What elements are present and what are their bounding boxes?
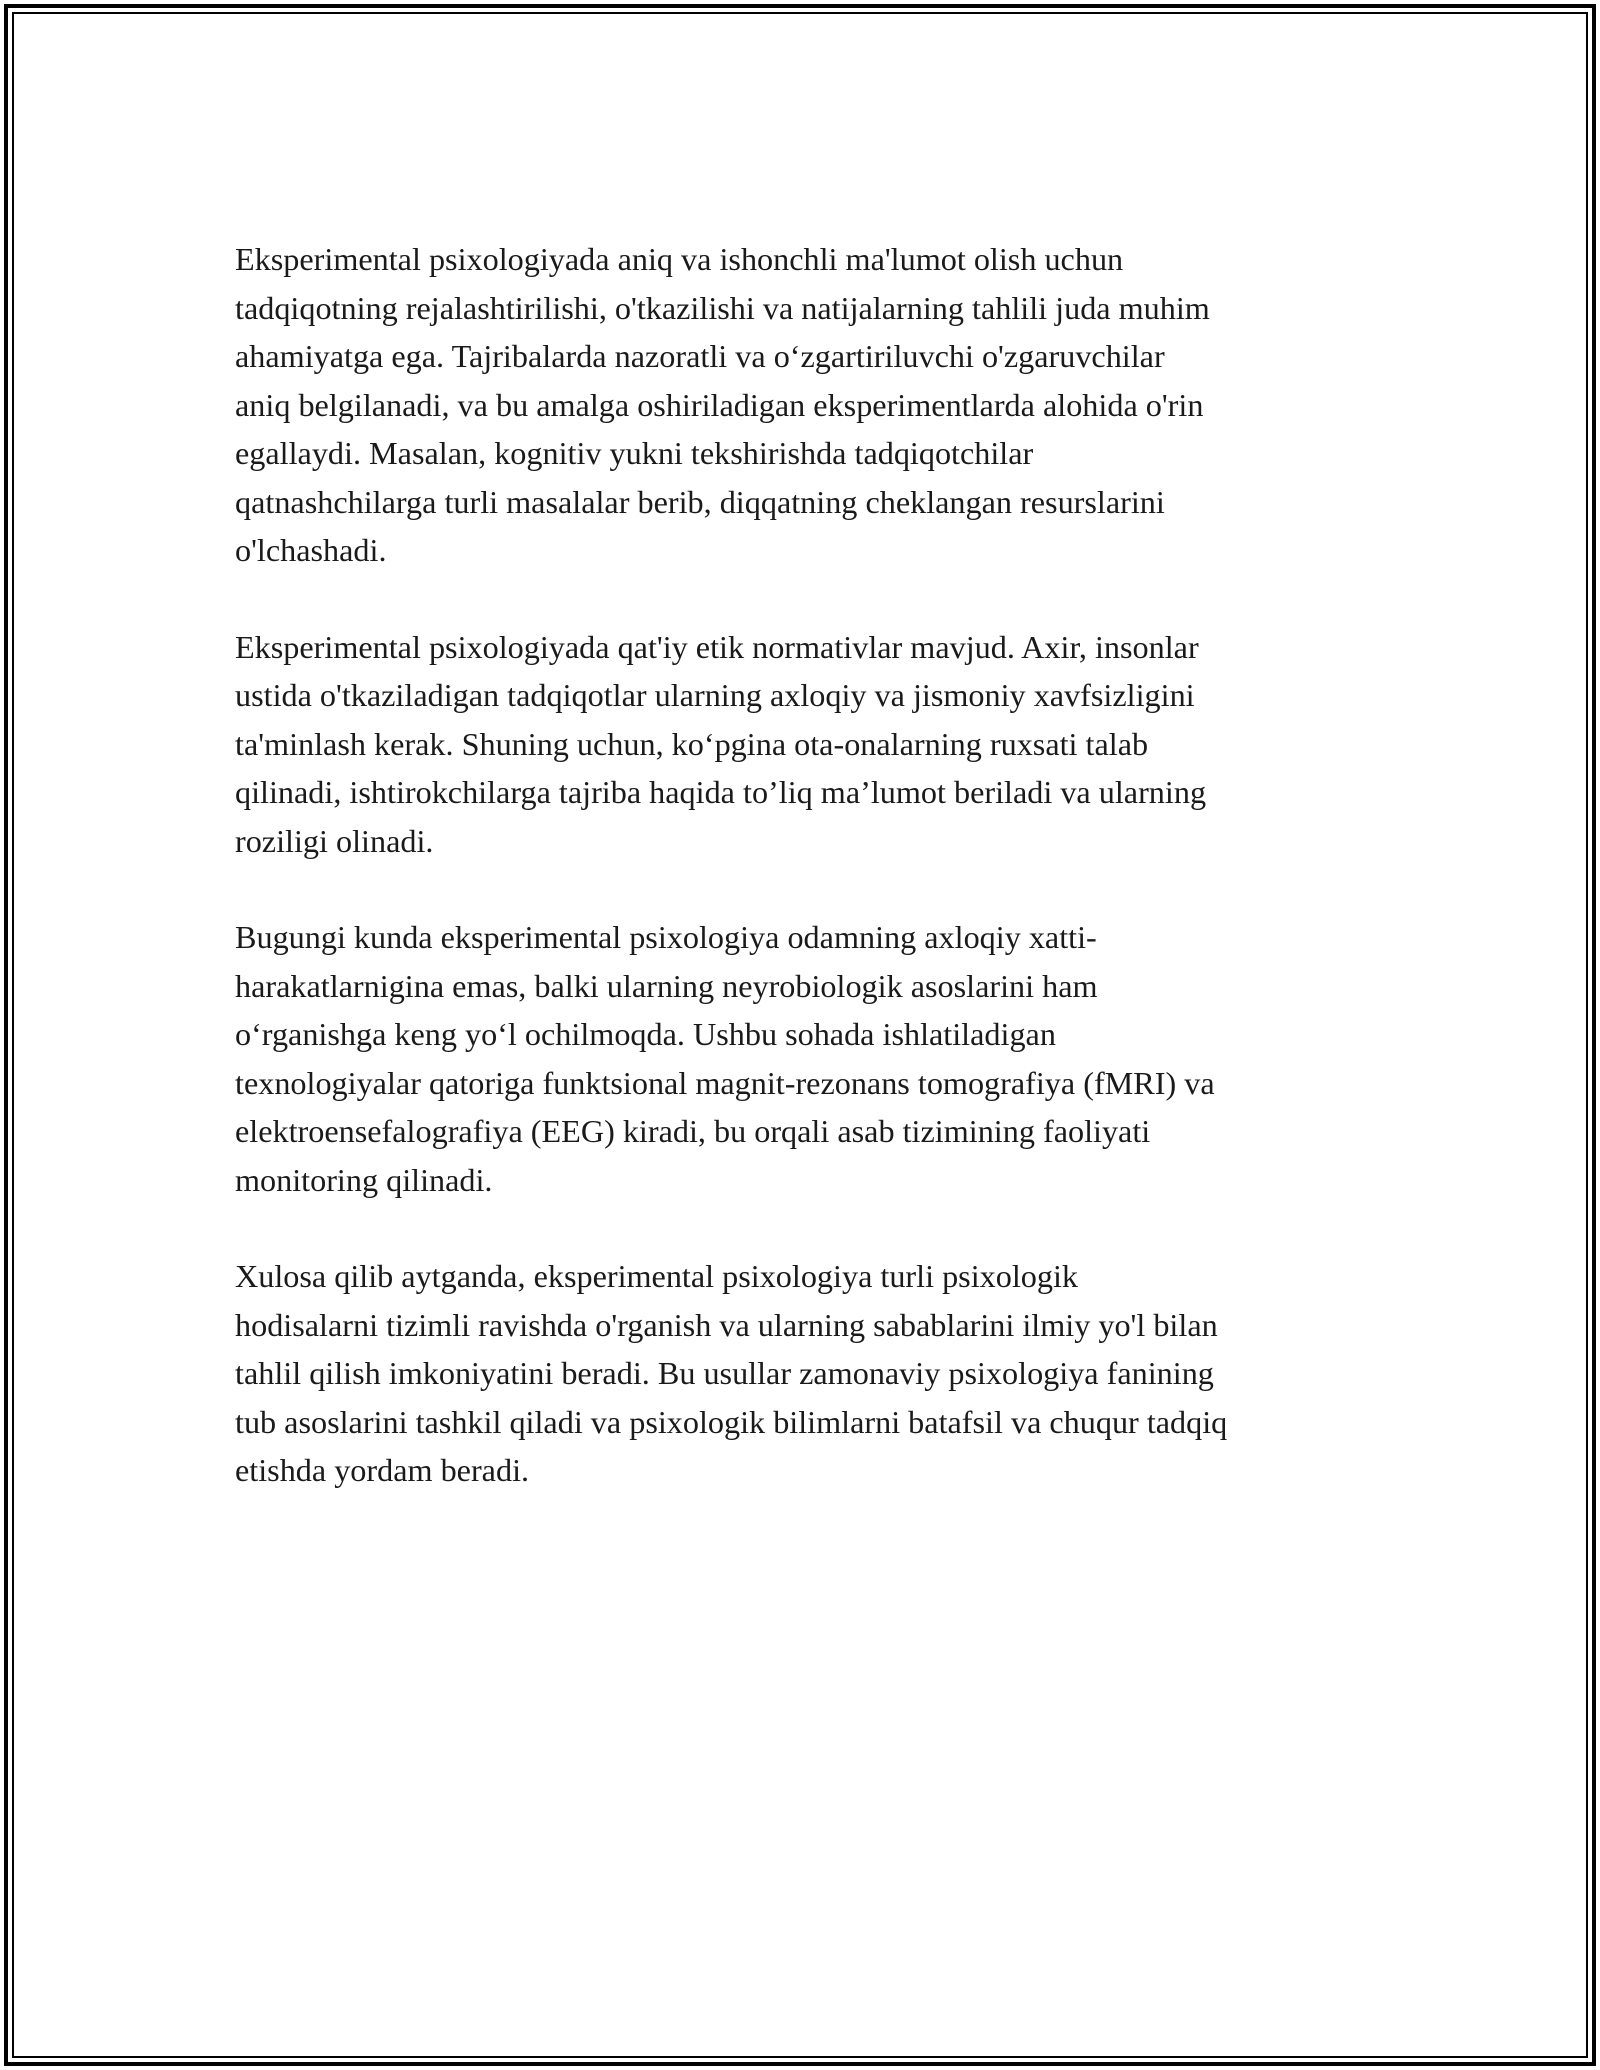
paragraph-line: tadqiqotning rejalashtirilishi, o'tkazilishi va natijalarning tahlili juda muhim <box>235 289 1210 326</box>
paragraph-line: Bugungi kunda eksperimental psixologiya odamning axloqiy xatti- <box>235 919 1097 955</box>
paragraph-line: ahamiyatga ega. Tajribalarda nazoratli va o‘zgartiriluvchi o'zgaruvchilar <box>235 338 1165 374</box>
paragraph-line: roziligi olinadi. <box>235 822 434 859</box>
paragraph-line: ustida o'tkaziladigan tadqiqotlar ularning axloqiy va jismoniy xavfsizligini <box>235 677 1195 713</box>
paragraph-4 <box>235 1252 1375 1495</box>
paragraph-line: tahlil qilish imkoniyatini beradi. Bu usullar zamonaviy psixologiya fanining <box>235 1355 1214 1391</box>
paragraph-3 <box>235 913 1375 1204</box>
document-body <box>235 235 1375 1543</box>
paragraph-line: Eksperimental psixologiyada qat'iy etik normativlar mavjud. Axir, insonlar <box>235 628 1199 665</box>
paragraph-line: aniq belgilanadi, va bu amalga oshiriladigan eksperimentlarda alohida o'rin <box>235 386 1204 423</box>
paragraph-line: etishda yordam beradi. <box>235 1452 530 1488</box>
paragraph-line: o‘rganishga keng yo‘l ochilmoqda. Ushbu sohada ishlatiladigan <box>235 1016 1056 1052</box>
paragraph-line: texnologiyalar qatoriga funktsional magnit-rezonans tomografiya (fMRI) va <box>235 1064 1215 1101</box>
paragraph-line: harakatlarnigina emas, balki ularning neyrobiologik asoslarini ham <box>235 967 1098 1004</box>
paragraph-line: qilinadi, ishtirokchilarga tajriba haqida to’liq ma’lumot beriladi va ularning <box>235 774 1207 810</box>
paragraph-line: o'lchashadi. <box>235 532 387 568</box>
paragraph-line: Xulosa qilib aytganda, eksperimental psixologiya turli psixologik <box>235 1258 1079 1294</box>
paragraph-2 <box>235 623 1375 866</box>
paragraph-line: egallaydi. Masalan, kognitiv yukni tekshirishda tadqiqotchilar <box>235 435 1034 471</box>
paragraph-line: qatnashchilarga turli masalalar berib, diqqatning cheklangan resurslarini <box>235 483 1165 520</box>
paragraph-line: Eksperimental psixologiyada aniq va ishonchli ma'lumot olish uchun <box>235 241 1124 277</box>
paragraph-line: hodisalarni tizimli ravishda o'rganish va ularning sabablarini ilmiy yo'l bilan <box>235 1306 1218 1343</box>
paragraph-line: ta'minlash kerak. Shuning uchun, ko‘pgina ota-onalarning ruxsati talab <box>235 725 1149 762</box>
paragraph-line: tub asoslarini tashkil qiladi va psixologik bilimlarni batafsil va chuqur tadqiq <box>235 1403 1228 1440</box>
paragraph-line: elektroensefalografiya (EEG) kiradi, bu orqali asab tizimining faoliyati <box>235 1113 1151 1149</box>
paragraph-line: monitoring qilinadi. <box>235 1161 493 1198</box>
paragraph-1 <box>235 235 1375 575</box>
